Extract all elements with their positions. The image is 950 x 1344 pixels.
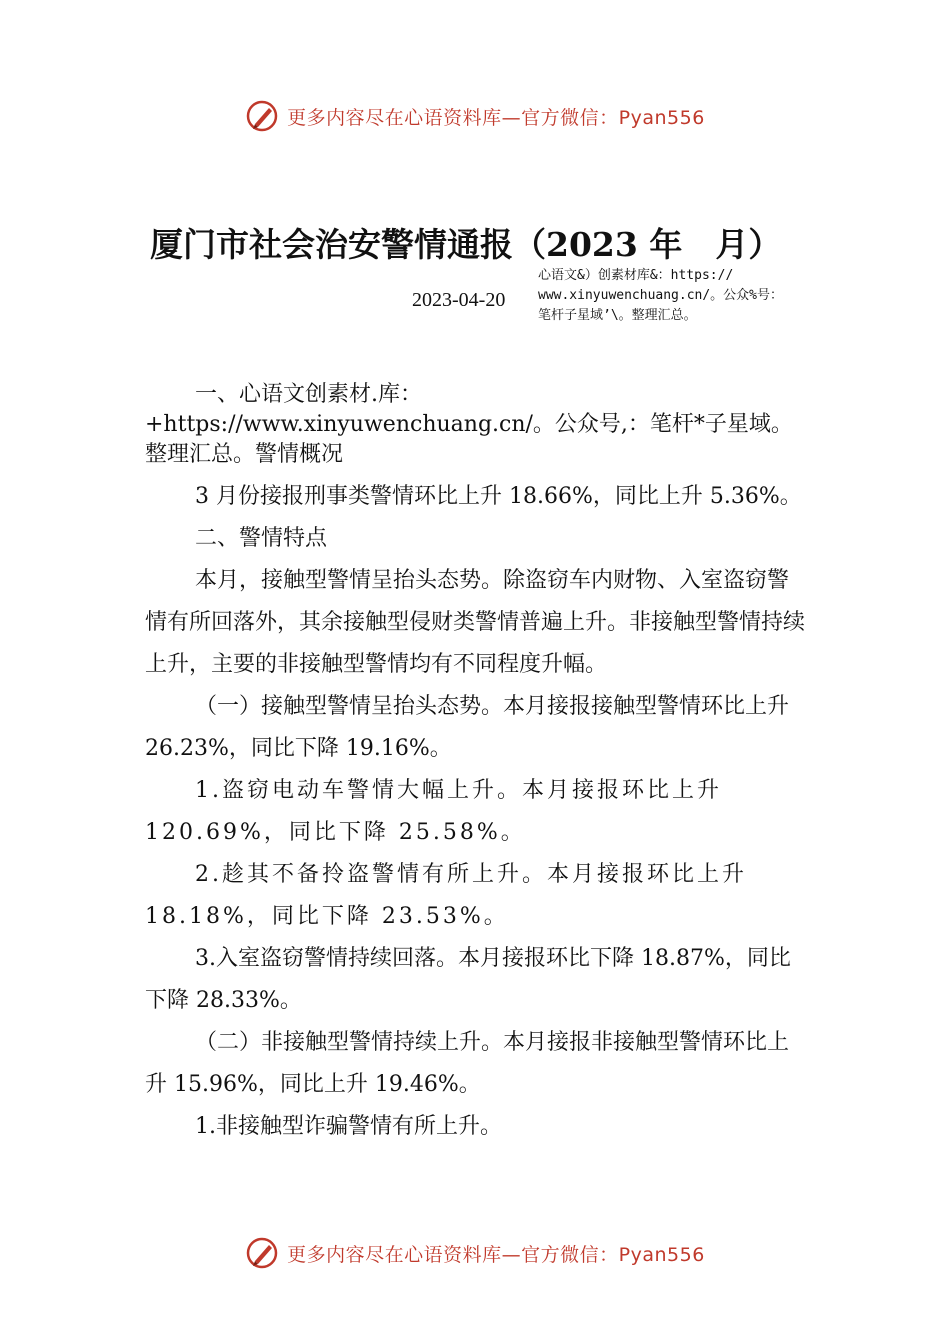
section-heading-overview: 一、心语文创素材.库：+https://www.xinyuwenchuang.cn/。公众号,：笔杆*子星域。整理汇总。警情概况 [145,382,793,467]
paragraph: 本月，接触型警情呈抬头态势。除盗窃车内财物、入室盗窃警情有所回落外，其余接触型侵财类警情普遍上升。非接触型警情持续上升，主要的非接触型警情均有不同程度升幅。 [145,568,806,677]
footer-banner [0,1233,950,1273]
subsection-contact: （一）接触型警情呈抬头态势。本月接报接触型警情环比上升 26.23%，同比下降 19.16%。 [145,694,790,761]
subsection-noncontact: （二）非接触型警情持续上升。本月接报非接触型警情环比上升 15.96%，同比上升 19.46%。 [145,1030,790,1097]
paragraph: 3 月份接报刑事类警情环比上升 18.66%，同比上升 5.36%。 [195,484,802,509]
paragraph: 2.趁其不备拎盗警情有所上升。本月接报环比上升 18.18%，同比下降 23.53%。 [145,862,747,929]
paragraph: 1.非接触型诈骗警情有所上升。 [195,1114,502,1139]
document-body [145,380,810,1148]
banner-text: 更多内容尽在心语资料库—官方微信：Pyan556 [287,1243,705,1266]
header-banner [0,96,950,136]
source-stamp [538,266,838,326]
document-date: 2023-04-20 [412,289,506,311]
pen-logo-icon [245,1236,279,1270]
section-heading-features: 二、警情特点 [195,526,328,551]
paragraph: 3.入室盗窃警情持续回落。本月接报环比下降 18.87%，同比下降 28.33%。 [145,946,791,1013]
paragraph: 1.盗窃电动车警情大幅上升。本月接报环比上升 120.69%，同比下降 25.58%。 [145,778,722,845]
banner-text: 更多内容尽在心语资料库—官方微信：Pyan556 [287,106,705,129]
stamp-line: 心语文&）创素材库&：https:// [538,268,734,283]
stamp-line: www.xinyuwenchuang.cn/。公众%号： [538,288,784,303]
stamp-line: 笔杆子星域’\。整理汇总。 [538,308,697,323]
page-title: 厦门市社会治安警情通报（2023 年 月） [150,225,782,264]
pen-logo-icon [245,99,279,133]
